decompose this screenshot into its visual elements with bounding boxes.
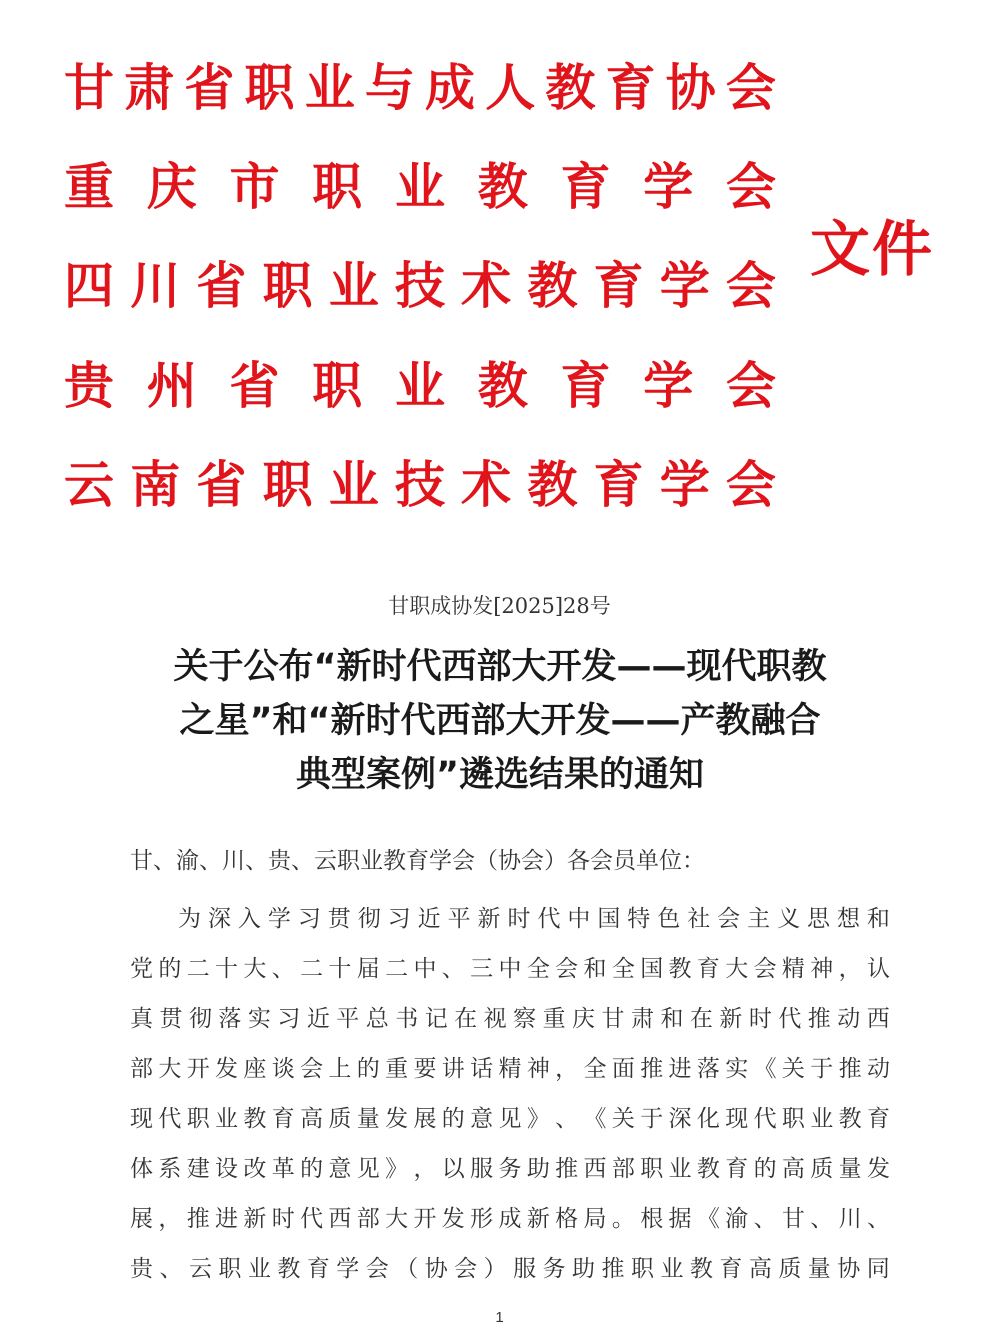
text-char: 二 xyxy=(385,956,409,982)
text-char: 据 xyxy=(668,1206,692,1232)
text-char: 省 xyxy=(196,257,247,315)
text-char: 大 xyxy=(243,956,267,982)
text-char: 省 xyxy=(196,456,247,514)
text-char: 学 xyxy=(659,257,710,315)
org-name-chongqing xyxy=(64,157,776,217)
text-char: 开 xyxy=(413,1206,437,1232)
text-char: 育 xyxy=(560,357,611,415)
text-char: 推 xyxy=(186,1206,210,1232)
document-title xyxy=(110,640,890,802)
text-char: 深 xyxy=(207,906,231,932)
text-char: 特 xyxy=(627,906,651,932)
text-char: 人 xyxy=(485,59,536,117)
text-char: 会 xyxy=(725,456,776,514)
text-char: 质 xyxy=(778,1256,802,1282)
text-char: 育 xyxy=(306,1256,330,1282)
text-char: 》 xyxy=(526,1106,550,1132)
text-char: 色 xyxy=(657,906,681,932)
text-char: 关 xyxy=(781,1056,805,1082)
text-char: 全 xyxy=(611,956,635,982)
text-char: 业 xyxy=(304,59,355,117)
text-char: 肃 xyxy=(630,1006,654,1032)
text-char: 近 xyxy=(417,906,441,932)
text-char: 川 xyxy=(130,257,181,315)
text-char: 。 xyxy=(611,1206,635,1232)
text-char: 育 xyxy=(866,1106,890,1132)
text-char: 教 xyxy=(477,158,528,216)
text-char: 上 xyxy=(328,1056,352,1082)
text-char: 的 xyxy=(300,1156,324,1182)
text-char: 职 xyxy=(312,357,363,415)
text-char: 甘 xyxy=(64,59,114,117)
text-char: 育 xyxy=(696,956,720,982)
text-char: 重 xyxy=(64,158,114,216)
text-char: 西 xyxy=(328,1206,352,1232)
text-char: 职 xyxy=(218,1256,242,1282)
text-char: 量 xyxy=(356,1106,380,1132)
text-char: 技 xyxy=(394,456,445,514)
text-char: 彻 xyxy=(188,1006,212,1032)
text-char: 西 xyxy=(583,1156,607,1182)
text-char: 会 xyxy=(454,1256,478,1282)
text-char: 国 xyxy=(640,956,664,982)
text-char: 发 xyxy=(441,1206,465,1232)
text-char: 于 xyxy=(810,1056,834,1082)
text-char: 《 xyxy=(696,1206,720,1232)
text-char: 云 xyxy=(188,1256,212,1282)
text-char: 助 xyxy=(526,1156,550,1182)
text-char: 平 xyxy=(447,906,471,932)
text-char: 展 xyxy=(130,1206,153,1232)
text-char: 落 xyxy=(696,1056,720,1082)
text-char: 神 xyxy=(810,956,834,982)
body-line xyxy=(130,1194,890,1244)
text-char: 业 xyxy=(328,456,379,514)
text-char: ， xyxy=(838,956,862,982)
text-char: （ xyxy=(395,1256,419,1282)
text-char: 贯 xyxy=(327,906,351,932)
text-char: 义 xyxy=(777,906,801,932)
text-char: 学 xyxy=(643,357,694,415)
text-char: 国 xyxy=(597,906,621,932)
text-char: 推 xyxy=(640,1056,664,1082)
text-char: 发 xyxy=(215,1056,239,1082)
text-char: 贯 xyxy=(159,1006,183,1032)
text-char: 十 xyxy=(328,956,352,982)
text-char: 部 xyxy=(130,1056,153,1082)
text-char: 教 xyxy=(243,1106,267,1132)
text-char: 会 xyxy=(725,59,776,117)
text-char: 量 xyxy=(807,1256,831,1282)
text-char: ） xyxy=(483,1256,507,1282)
text-char: 真 xyxy=(130,1006,153,1032)
text-char: 南 xyxy=(130,456,181,514)
text-char: 时 xyxy=(748,1006,772,1032)
text-char: 业 xyxy=(328,257,379,315)
text-char: 、 xyxy=(159,1256,183,1282)
text-char: 想 xyxy=(836,906,860,932)
text-char: 育 xyxy=(593,456,644,514)
text-char: 精 xyxy=(498,1056,522,1082)
text-char: 思 xyxy=(807,906,831,932)
text-char: 格 xyxy=(555,1206,579,1232)
text-char: 记 xyxy=(424,1006,448,1032)
text-char: 省 xyxy=(184,59,235,117)
text-char: 形 xyxy=(470,1206,494,1232)
text-char: ， xyxy=(555,1056,579,1082)
body-line xyxy=(130,1094,890,1144)
text-char: 革 xyxy=(271,1156,295,1182)
text-char: 和 xyxy=(866,906,890,932)
text-char: 代 xyxy=(753,1106,777,1132)
text-char: 肃 xyxy=(124,59,175,117)
text-char: 新 xyxy=(526,1206,550,1232)
text-char: 深 xyxy=(668,1106,692,1132)
text-char: 业 xyxy=(668,1156,692,1182)
text-char: 协 xyxy=(837,1256,861,1282)
text-char: 认 xyxy=(866,956,890,982)
text-char: 讲 xyxy=(441,1056,465,1082)
text-char: 代 xyxy=(158,1106,182,1132)
text-char: 会 xyxy=(717,906,741,932)
title-line: 之星”和“新时代西部大开发——产教融合 xyxy=(179,701,821,741)
text-char: 与 xyxy=(364,59,415,117)
body-line xyxy=(130,1144,890,1194)
text-char: 业 xyxy=(215,1106,239,1132)
text-char: 西 xyxy=(866,1006,890,1032)
text-char: 进 xyxy=(668,1056,692,1082)
text-char: 育 xyxy=(560,158,611,216)
text-char: 的 xyxy=(158,956,182,982)
text-char: 川 xyxy=(838,1206,862,1232)
text-char: 教 xyxy=(277,1256,301,1282)
text-char: 会 xyxy=(726,158,776,216)
text-char: 的 xyxy=(753,1156,777,1182)
text-char: 大 xyxy=(158,1056,182,1082)
text-char: 实 xyxy=(725,1056,749,1082)
text-char: 育 xyxy=(271,1106,295,1132)
text-char: 会 xyxy=(725,257,776,315)
text-char: 局 xyxy=(583,1206,607,1232)
text-char: 甘 xyxy=(781,1206,805,1232)
text-char: 高 xyxy=(781,1156,805,1182)
text-char: 育 xyxy=(725,1156,749,1182)
text-char: 服 xyxy=(470,1156,494,1182)
text-char: 术 xyxy=(461,456,512,514)
text-char: 动 xyxy=(837,1006,861,1032)
text-char: 、 xyxy=(866,1206,890,1232)
text-char: 技 xyxy=(394,257,445,315)
text-char: 《 xyxy=(583,1106,607,1132)
text-char: 为 xyxy=(178,906,201,932)
text-char: 职 xyxy=(186,1106,210,1132)
text-char: 三 xyxy=(470,956,494,982)
text-char: 云 xyxy=(64,456,114,514)
text-char: 务 xyxy=(498,1156,522,1182)
text-char: 质 xyxy=(328,1106,352,1132)
body-line xyxy=(130,944,890,994)
text-char: 动 xyxy=(866,1056,890,1082)
text-char: 贵 xyxy=(130,1256,153,1282)
text-char: 党 xyxy=(130,956,153,982)
text-char: 新 xyxy=(719,1006,743,1032)
text-char: 、 xyxy=(555,1106,579,1132)
text-char: 现 xyxy=(130,1106,153,1132)
text-char: 意 xyxy=(470,1106,494,1132)
text-char: 平 xyxy=(336,1006,360,1032)
text-char: 高 xyxy=(300,1106,324,1132)
text-char: 神 xyxy=(526,1056,550,1082)
text-char: 、 xyxy=(441,956,465,982)
text-char: 时 xyxy=(507,906,531,932)
text-char: 推 xyxy=(601,1256,625,1282)
text-char: 的 xyxy=(441,1106,465,1132)
text-char: 职 xyxy=(244,59,295,117)
text-char: 发 xyxy=(866,1156,890,1182)
text-char: 十 xyxy=(215,956,239,982)
text-char: 业 xyxy=(660,1256,684,1282)
text-char: 和 xyxy=(660,1006,684,1032)
text-char: 会 xyxy=(365,1256,389,1282)
text-char: 教 xyxy=(696,1156,720,1182)
text-char: 协 xyxy=(424,1256,448,1282)
text-char: 意 xyxy=(328,1156,352,1182)
document-type-label: 文件 xyxy=(810,215,934,285)
text-char: 重 xyxy=(542,1006,566,1032)
text-char: 中 xyxy=(498,956,522,982)
text-char: ， xyxy=(158,1206,182,1232)
text-char: 大 xyxy=(725,956,749,982)
body-text xyxy=(130,894,890,1294)
text-char: 建 xyxy=(186,1156,210,1182)
text-char: 庆 xyxy=(572,1006,596,1032)
title-line: 典型案例”遴选结果的通知 xyxy=(295,755,704,795)
text-char: 业 xyxy=(247,1256,271,1282)
text-char: 职 xyxy=(640,1156,664,1182)
text-char: 业 xyxy=(395,357,445,415)
text-char: 以 xyxy=(441,1156,465,1182)
text-char: 教 xyxy=(689,1256,713,1282)
text-char: 教 xyxy=(545,59,596,117)
text-char: 习 xyxy=(277,1006,301,1032)
text-char: 习 xyxy=(387,906,411,932)
body-line xyxy=(130,994,890,1044)
text-char: 新 xyxy=(243,1206,267,1232)
text-char: 开 xyxy=(186,1056,210,1082)
text-char: 关 xyxy=(611,1106,635,1132)
text-char: ， xyxy=(413,1156,437,1182)
text-char: 渝 xyxy=(725,1206,749,1232)
text-char: 中 xyxy=(567,906,591,932)
text-char: 学 xyxy=(267,906,291,932)
text-char: 四 xyxy=(64,257,114,315)
text-char: 见 xyxy=(356,1156,380,1182)
text-char: 进 xyxy=(215,1206,239,1232)
text-char: 《 xyxy=(753,1056,777,1082)
text-char: 彻 xyxy=(357,906,381,932)
text-char: 学 xyxy=(643,158,694,216)
text-char: 要 xyxy=(413,1056,437,1082)
text-char: 察 xyxy=(513,1006,537,1032)
text-char: 代 xyxy=(537,906,561,932)
text-char: 精 xyxy=(781,956,805,982)
text-char: 全 xyxy=(583,1056,607,1082)
text-char: 发 xyxy=(385,1106,409,1132)
text-char: 职 xyxy=(781,1106,805,1132)
text-char: 中 xyxy=(413,956,437,982)
text-char: 业 xyxy=(395,158,445,216)
text-char: 全 xyxy=(526,956,550,982)
text-char: 教 xyxy=(838,1106,862,1132)
text-char: 省 xyxy=(229,357,280,415)
text-char: 话 xyxy=(470,1056,494,1082)
text-char: 体 xyxy=(130,1156,153,1182)
text-char: 州 xyxy=(146,357,197,415)
text-char: 改 xyxy=(243,1156,267,1182)
text-char: 学 xyxy=(336,1256,360,1282)
text-char: 学 xyxy=(659,456,710,514)
body-line xyxy=(130,1244,890,1294)
text-char: 代 xyxy=(778,1006,802,1032)
text-char: 、 xyxy=(810,1206,834,1232)
text-char: 职 xyxy=(262,456,313,514)
text-char: 职 xyxy=(630,1256,654,1282)
org-name-guizhou xyxy=(64,356,776,416)
salutation: 甘、渝、川、贵、云职业教育学会（协会）各会员单位： xyxy=(130,848,705,874)
text-char: 成 xyxy=(498,1206,522,1232)
document-number: 甘职成协发[2025]28号 xyxy=(388,594,611,618)
text-char: 会 xyxy=(753,956,777,982)
text-char: 会 xyxy=(726,357,776,415)
org-name-sichuan xyxy=(64,256,776,316)
text-char: 书 xyxy=(395,1006,419,1032)
text-char: 甘 xyxy=(601,1006,625,1032)
text-char: 总 xyxy=(365,1006,389,1032)
text-char: 推 xyxy=(838,1056,862,1082)
text-char: 现 xyxy=(725,1106,749,1132)
text-char: 近 xyxy=(306,1006,330,1032)
text-char: 庆 xyxy=(146,158,197,216)
text-char: 代 xyxy=(300,1206,324,1232)
text-char: 习 xyxy=(297,906,321,932)
text-char: 教 xyxy=(668,956,692,982)
text-char: 高 xyxy=(748,1256,772,1282)
text-char: 会 xyxy=(300,1056,324,1082)
text-char: 教 xyxy=(477,357,528,415)
text-char: 贵 xyxy=(64,357,114,415)
text-char: 务 xyxy=(542,1256,566,1282)
text-char: 谈 xyxy=(271,1056,295,1082)
body-line xyxy=(130,894,890,944)
text-char: 在 xyxy=(454,1006,478,1032)
text-char: 面 xyxy=(611,1056,635,1082)
text-char: 落 xyxy=(218,1006,242,1032)
text-char: 时 xyxy=(271,1206,295,1232)
text-char: 成 xyxy=(425,59,476,117)
text-char: 育 xyxy=(593,257,644,315)
text-char: 服 xyxy=(513,1256,537,1282)
text-char: 教 xyxy=(527,456,578,514)
text-char: 职 xyxy=(312,158,363,216)
text-char: 助 xyxy=(572,1256,596,1282)
text-char: 届 xyxy=(356,956,380,982)
text-char: 质 xyxy=(810,1156,834,1182)
org-name-yunnan xyxy=(64,455,776,515)
text-char: 、 xyxy=(271,956,295,982)
text-char: 的 xyxy=(356,1056,380,1082)
text-char: 协 xyxy=(665,59,716,117)
text-char: 主 xyxy=(747,906,771,932)
text-char: 视 xyxy=(483,1006,507,1032)
text-char: 部 xyxy=(356,1206,380,1232)
text-char: 量 xyxy=(838,1156,862,1182)
text-char: 新 xyxy=(477,906,501,932)
title-line: 关于公布“新时代西部大开发——现代职教 xyxy=(173,647,827,687)
text-char: 设 xyxy=(215,1156,239,1182)
text-char: 术 xyxy=(461,257,512,315)
text-char: 推 xyxy=(555,1156,579,1182)
text-char: 和 xyxy=(583,956,607,982)
text-char: 推 xyxy=(807,1006,831,1032)
body-line xyxy=(130,1044,890,1094)
text-char: 、 xyxy=(753,1206,777,1232)
text-char: 》 xyxy=(385,1156,409,1182)
text-char: 实 xyxy=(247,1006,271,1032)
text-char: 会 xyxy=(555,956,579,982)
text-char: 部 xyxy=(611,1156,635,1182)
text-char: 育 xyxy=(605,59,656,117)
text-char: 市 xyxy=(229,158,280,216)
text-char: 育 xyxy=(719,1256,743,1282)
text-char: 教 xyxy=(527,257,578,315)
text-char: 大 xyxy=(385,1206,409,1232)
text-char: 于 xyxy=(640,1106,664,1132)
text-char: 展 xyxy=(413,1106,437,1132)
text-char: 见 xyxy=(498,1106,522,1132)
text-char: 入 xyxy=(237,906,261,932)
text-char: 二 xyxy=(186,956,210,982)
text-char: 根 xyxy=(640,1206,664,1232)
text-char: 在 xyxy=(689,1006,713,1032)
text-char: 业 xyxy=(810,1106,834,1132)
text-char: 社 xyxy=(687,906,711,932)
text-char: 二 xyxy=(300,956,324,982)
page-number: 1 xyxy=(495,1309,504,1326)
text-char: 同 xyxy=(866,1256,890,1282)
org-name-gansu xyxy=(64,58,776,118)
text-char: 职 xyxy=(262,257,313,315)
text-char: 座 xyxy=(243,1056,267,1082)
text-char: 重 xyxy=(385,1056,409,1082)
text-char: 系 xyxy=(158,1156,182,1182)
text-char: 化 xyxy=(696,1106,720,1132)
